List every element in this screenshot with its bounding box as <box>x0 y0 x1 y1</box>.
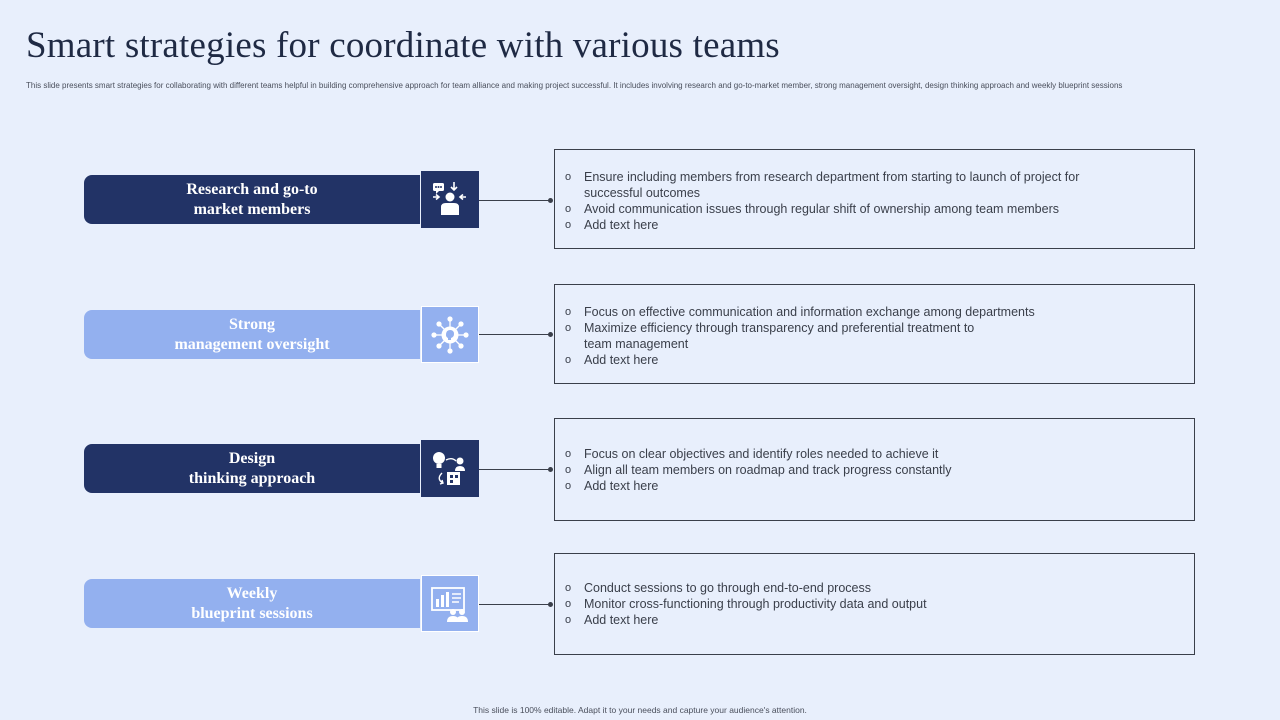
bullet-point: o Align all team members on roadmap and track progress constantly <box>565 462 1125 478</box>
strategy-details-design <box>554 418 1195 521</box>
strategy-details-research <box>554 149 1195 249</box>
strategy-label-weekly: Weekly blueprint sessions <box>84 579 420 628</box>
team-communication-icon <box>421 171 479 228</box>
strategy-row-research <box>0 149 1280 251</box>
bullet-point: o Ensure including members from research department from starting to launch of project for successful outcomes <box>565 169 1125 201</box>
connector-dot <box>548 198 553 203</box>
connector-line <box>479 334 551 335</box>
connector-dot <box>548 602 553 607</box>
connector-line <box>479 604 551 605</box>
strategy-row-management <box>0 284 1280 386</box>
network-brain-icon <box>421 306 479 363</box>
bullet-point: o Add text here <box>565 478 1125 494</box>
strategy-label-research: Research and go-to market members <box>84 175 420 224</box>
strategy-details-weekly <box>554 553 1195 655</box>
bullet-point: o Add text here <box>565 612 1125 628</box>
bullet-point: o Add text here <box>565 352 1005 368</box>
connector-line <box>479 469 551 470</box>
strategy-label-design: Design thinking approach <box>84 444 420 493</box>
strategy-label-management: Strong management oversight <box>84 310 420 359</box>
strategy-row-design <box>0 418 1280 520</box>
page-subtitle: This slide presents smart strategies for collaborating with different teams helpful in building comprehensive approach for team alliance and making project successful. It includes involving research and go-to-market member, strong management oversight, design thinking approach and weekly blueprint sessions <box>26 81 1123 90</box>
bullet-point: o Monitor cross-functioning through productivity data and output <box>565 596 1125 612</box>
bullet-point: o Focus on clear objectives and identify roles needed to achieve it <box>565 446 1125 462</box>
strategy-details-management <box>554 284 1195 384</box>
connector-dot <box>548 467 553 472</box>
bullet-point: o Focus on effective communication and information exchange among departments <box>565 304 1104 320</box>
idea-workflow-icon <box>421 440 479 497</box>
page-title: Smart strategies for coordinate with various teams <box>26 25 780 66</box>
presentation-meeting-icon <box>421 575 479 632</box>
strategy-row-weekly <box>0 553 1280 655</box>
connector-line <box>479 200 551 201</box>
footer-note: This slide is 100% editable. Adapt it to your needs and capture your audience's attention. <box>473 705 807 715</box>
bullet-point: o Maximize efficiency through transparency and preferential treatment to team management <box>565 320 1005 352</box>
bullet-point: o Avoid communication issues through regular shift of ownership among team members <box>565 201 1125 217</box>
connector-dot <box>548 332 553 337</box>
bullet-point: o Add text here <box>565 217 1125 233</box>
bullet-point: o Conduct sessions to go through end-to-end process <box>565 580 1125 596</box>
